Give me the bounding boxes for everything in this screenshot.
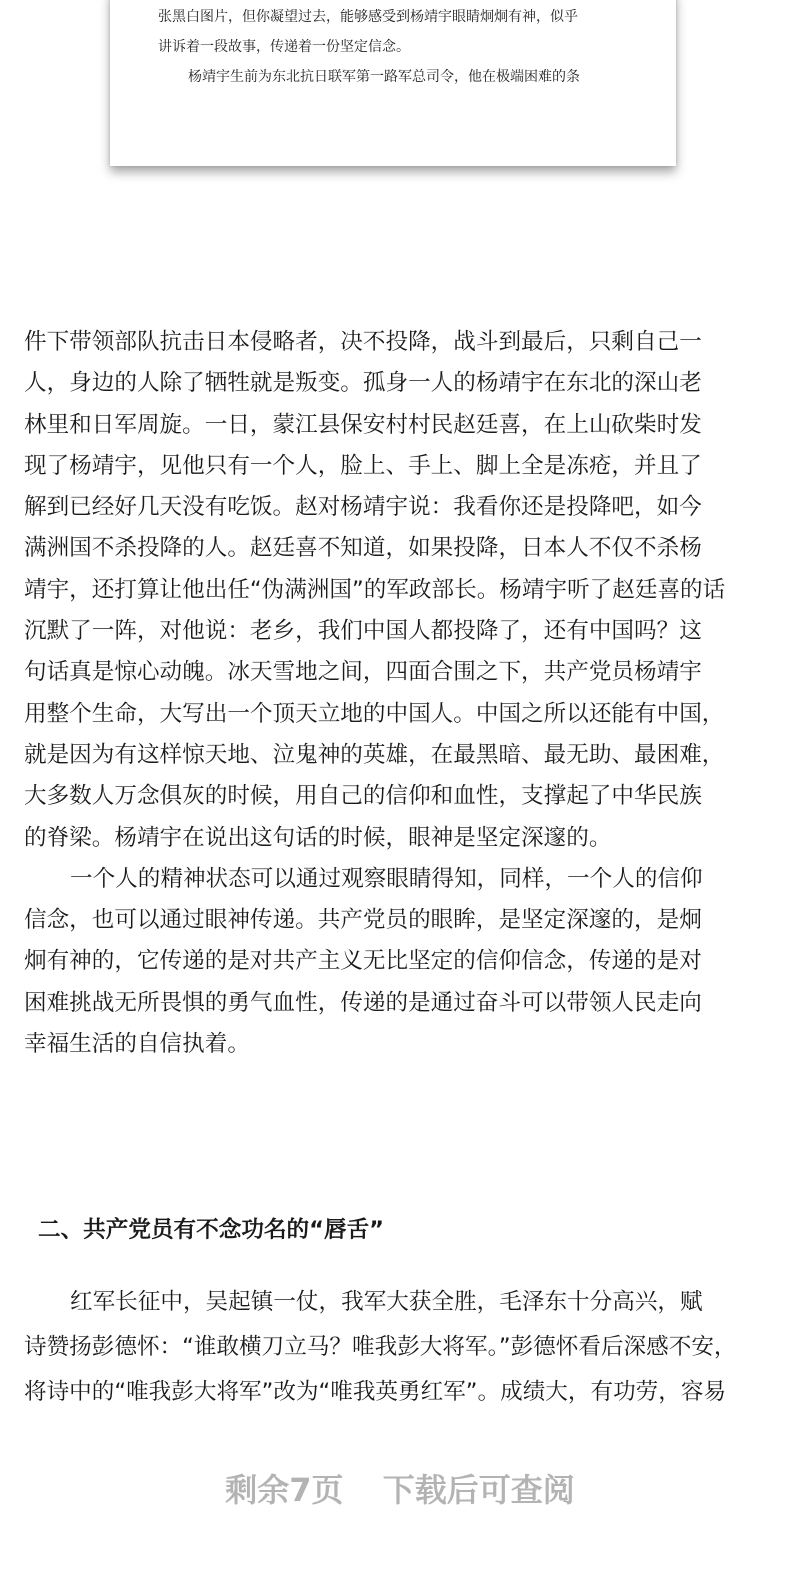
preview-card [110,0,676,166]
remaining-pages-label: 剩余7页 [225,1471,344,1509]
preview-line: 张黑白图片，但你凝望过去，能够感受到杨靖宇眼睛炯炯有神，似乎 [158,9,578,25]
article-line: 人，身边的人除了牺牲就是叛变。孤身一人的杨靖宇在东北的深山老 [24,370,702,397]
article-line: 红军长征中，吴起镇一仗，我军大获全胜，毛泽东十分高兴，赋 [70,1289,703,1315]
article-line: 诗赞扬彭德怀：“谁敢横刀立马？唯我彭大将军。”彭德怀看后深感不安， [24,1334,737,1360]
article-line: 解到已经好几天没有吃饭。赵对杨靖宇说：我看你还是投降吧，如今 [24,494,702,521]
download-prompt-banner[interactable] [0,1462,800,1518]
article-line: 林里和日军周旋。一日，蒙江县保安村村民赵廷喜，在上山砍柴时发 [24,411,702,438]
article-line: 将诗中的“唯我彭大将军”改为“唯我英勇红军”。成绩大，有功劳，容易 [24,1379,727,1405]
article-line: 信念，也可以通过眼神传递。共产党员的眼眸，是坚定深邃的，是炯 [24,907,702,934]
article-line: 炯有神的，它传递的是对共产主义无比坚定的信仰信念，传递的是对 [24,948,702,975]
article-line: 靖宇，还打算让他出任“伪满洲国”的军政部长。杨靖宇听了赵廷喜的话 [24,576,726,603]
article-line: 用整个生命，大写出一个顶天立地的中国人。中国之所以还能有中国， [24,700,725,727]
preview-line: 杨靖宇生前为东北抗日联军第一路军总司令，他在极端困难的条 [188,69,580,85]
article-line: 沉默了一阵，对他说：老乡，我们中国人都投降了，还有中国吗？这 [24,618,702,645]
article-line: 现了杨靖宇，见他只有一个人，脸上、手上、脚上全是冻疮，并且了 [24,452,702,479]
section-heading: 二、共产党员有不念功名的“唇舌” [38,1217,385,1243]
article-line: 句话真是惊心动魄。冰天雪地之间，四面合围之下，共产党员杨靖宇 [24,659,702,686]
article-line: 满洲国不杀投降的人。赵廷喜不知道，如果投降，日本人不仅不杀杨 [24,535,702,562]
download-to-view-label[interactable]: 下载后可查阅 [382,1471,575,1509]
article-line: 就是因为有这样惊天地、泣鬼神的英雄，在最黑暗、最无助、最困难， [24,741,725,768]
article-line: 幸福生活的自信执着。 [24,1031,250,1058]
article-line: 困难挑战无所畏惧的勇气血性，传递的是通过奋斗可以带领人民走向 [24,989,702,1016]
article-body [24,322,776,1065]
article-line: 的脊梁。杨靖宇在说出这句话的时候，眼神是坚定深邃的。 [24,824,612,851]
article-line: 一个人的精神状态可以通过观察眼睛得知，同样，一个人的信仰 [70,865,703,892]
preview-line: 讲诉着一段故事，传递着一份坚定信念。 [158,39,410,55]
article-line: 大多数人万念俱灰的时候，用自己的信仰和血性，支撑起了中华民族 [24,783,702,810]
article-line: 件下带领部队抗击日本侵略者，决不投降，战斗到最后，只剩自己一 [24,329,702,355]
article-body-section-two [24,1280,776,1415]
